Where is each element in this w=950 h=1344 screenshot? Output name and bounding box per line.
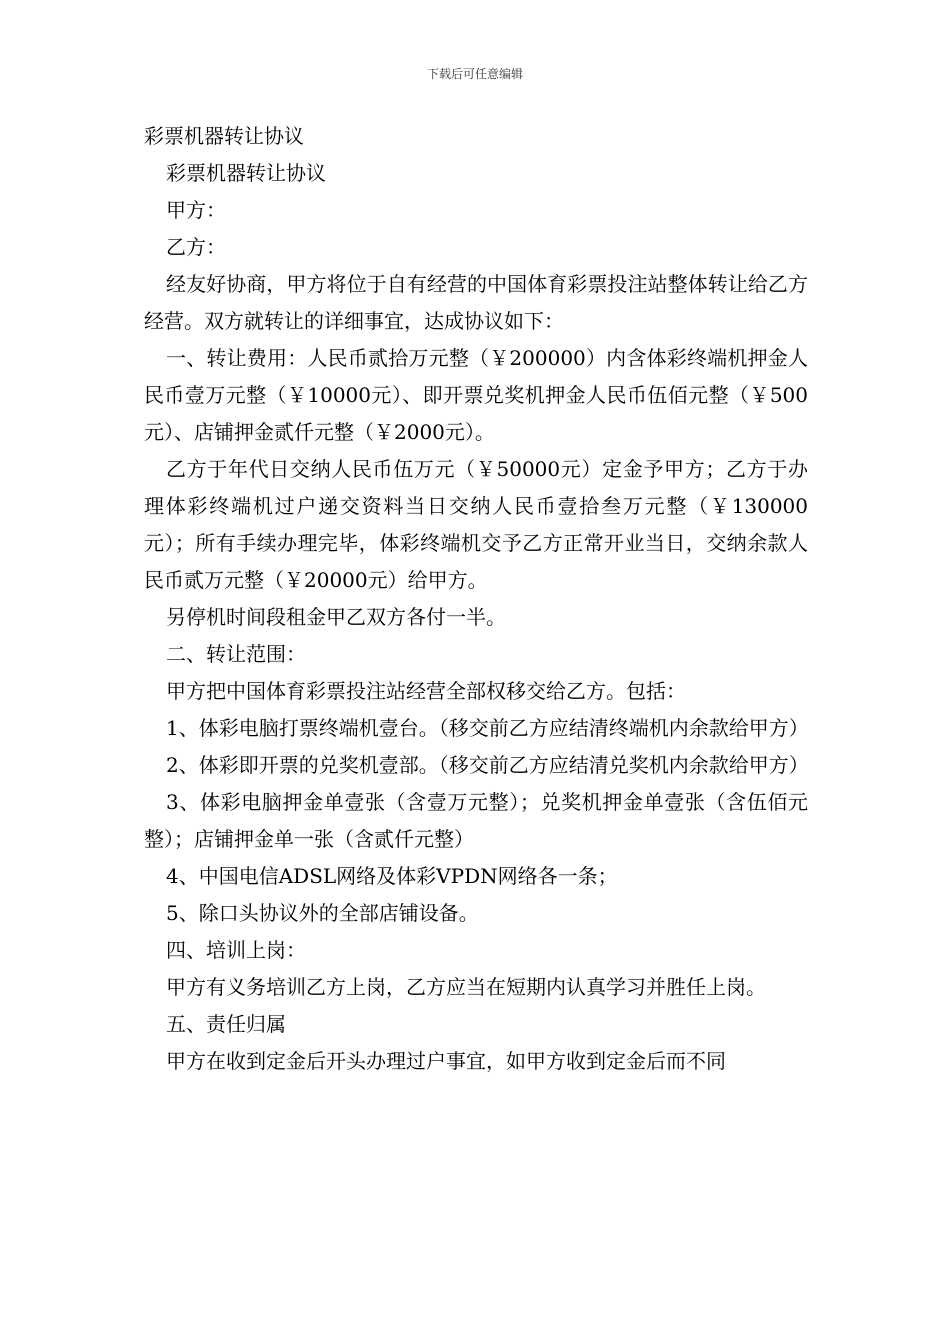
section-heading-transfer-scope: 二、转让范围：: [166, 642, 306, 666]
paragraph-preamble: 经友好协商，甲方将位于自有经营的中国体育彩票投注站整体转让给乙方经营。双方就转让的详细事宜，达成协议如下：: [144, 272, 808, 333]
paragraph-training: 甲方有义务培训乙方上岗，乙方应当在短期内认真学习并胜任上岗。: [166, 975, 766, 999]
list-item-4: 4、中国电信ADSL网络及体彩VPDN网络各一条；: [166, 864, 618, 888]
list-item-3: 3、体彩电脑押金单壹张（含壹万元整）；兑奖机押金单壹张（含伍佰元整）；店铺押金单一张（含贰仟元整）: [144, 790, 808, 851]
list-item-5: 5、除口头协议外的全部店铺设备。: [166, 901, 479, 925]
paragraph-party-a: 甲方：: [166, 198, 226, 222]
paragraph-scope-intro: 甲方把中国体育彩票投注站经营全部权移交给乙方。包括：: [166, 679, 686, 703]
paragraph-party-b: 乙方：: [166, 235, 226, 259]
document-title: 彩票机器转让协议: [144, 124, 304, 148]
paragraph-payment-schedule: 乙方于年代日交纳人民币伍万元（￥50000元）定金予甲方；乙方于办理体彩终端机过户递交资料当日交纳人民币壹拾叁万元整（￥130000元）；所有手续办理完毕，体彩终端机交予乙方正常开业当日，交纳余款人民币贰万元整（￥20000元）给甲方。: [144, 457, 808, 592]
paragraph-rent-split: 另停机时间段租金甲乙双方各付一半。: [166, 605, 506, 629]
paragraph-repeated-title: 彩票机器转让协议: [166, 161, 326, 185]
section-heading-liability: 五、责任归属: [166, 1012, 286, 1036]
section-heading-training: 四、培训上岗：: [166, 938, 306, 962]
list-item-2: 2、体彩即开票的兑奖机壹部。（移交前乙方应结清兑奖机内余款给甲方）: [166, 753, 809, 777]
list-item-1: 1、体彩电脑打票终端机壹台。（移交前乙方应结清终端机内余款给甲方）: [166, 716, 809, 740]
document-body: [144, 118, 808, 1080]
header-note: 下载后可任意编辑: [426, 67, 523, 81]
paragraph-liability: 甲方在收到定金后开头办理过户事宜，如甲方收到定金后而不同: [166, 1049, 726, 1073]
paragraph-transfer-fee: 一、转让费用：人民币贰拾万元整（￥200000）内含体彩终端机押金人民币壹万元整（￥10000元）、即开票兑奖机押金人民币伍佰元整（￥500元）、店铺押金贰仟元整（￥2000元）。: [144, 346, 808, 444]
